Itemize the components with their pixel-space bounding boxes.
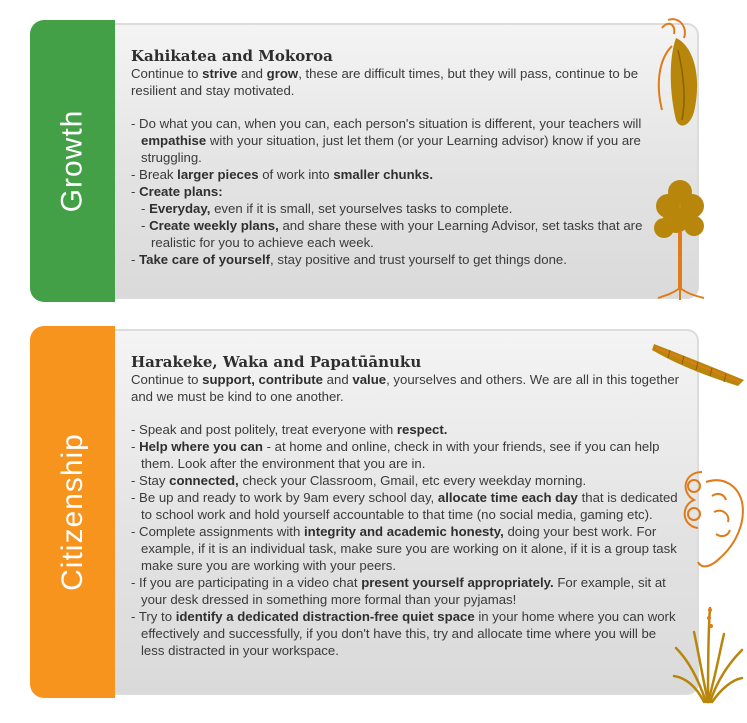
text-run: and share these with your Learning Advisor, set tasks that are realistic for you to achieve each week. [151,218,643,250]
harakeke-icon [672,604,744,704]
text-run: and [323,372,353,387]
growth-panel [115,23,699,299]
bold-text: respect. [396,422,448,437]
text-run: and [237,66,267,81]
citizenship-card [30,326,702,698]
bold-text: support, contribute [202,372,324,387]
list-item [131,608,683,659]
tree-icon [650,176,712,304]
text-run: - [131,252,140,267]
list-item [131,438,683,472]
text-run: - [131,184,140,199]
citizenship-content [131,353,683,659]
list-item [131,489,683,523]
text-run: - Try to [131,609,176,624]
text-run: check your Classroom, Gmail, etc every weekday morning. [238,473,587,488]
text-run: Continue to [131,372,203,387]
growth-content [131,47,683,268]
list-item [131,574,683,608]
list-item [131,523,683,574]
text-run: - If you are participating in a video chat [131,575,362,590]
moth-icon [648,16,704,136]
list-item [131,251,683,268]
bold-text: Create plans: [139,184,223,199]
list-item [131,472,683,489]
text-run: in your home where you can work effectively and successfully, if you don't have this, try and allocate time where you will be less distracted in your workspace. [141,609,676,658]
text-run: doing your best work. For example, if it is an individual task, make sure you are working on it alone, if it is a group task make sure you are working with your peers. [141,524,677,573]
bold-text: allocate time each day [437,490,578,505]
bold-text: value [352,372,387,387]
text-run: of work into [258,167,334,182]
growth-side-tab [30,20,115,302]
bold-text: present yourself appropriately. [361,575,554,590]
bold-text: smaller chunks. [333,167,433,182]
text-run: - Do what you can, when you can, each person's situation is different, your teachers will [131,116,642,131]
text-run: For example, sit at your desk dressed in something more formal than your pyjamas! [141,575,666,607]
citizenship-list [131,421,683,659]
list-item [131,200,683,217]
bold-text: strive [202,66,238,81]
text-run: Continue to [131,66,203,81]
bold-text: identify a dedicated distraction-free quiet space [175,609,475,624]
bold-text: grow [266,66,299,81]
list-item [131,217,683,251]
text-run: - [131,439,140,454]
papatuanuku-face-icon [672,462,747,578]
bold-text: integrity and academic honesty, [303,524,504,539]
list-item [131,183,683,200]
list-item [131,421,683,438]
growth-side-label: Growth [55,109,89,213]
text-run: - at home and online, check in with your friends, see if you can help them. Look after the environment that you are in. [141,439,660,471]
text-run: - Speak and post politely, treat everyone with [131,422,397,437]
text-run: , yourselves and others. We are all in this together and we must be kind to one another. [131,372,680,404]
bold-text: Everyday, [149,201,211,216]
bold-text: empathise [141,133,207,148]
text-run: - Stay [131,473,170,488]
text-run: , these are difficult times, but they will pass, continue to be resilient and stay motivated. [131,66,639,98]
bold-text: Help where you can [139,439,263,454]
citizenship-heading: Harakeke, Waka and Papatūānuku [131,353,422,371]
list-item [131,166,683,183]
text-run: that is dedicated to school work and hold yourself accountable to that time (no social media, gaming etc). [141,490,678,522]
bold-text: Create weekly plans, [149,218,279,233]
text-run: - Be up and ready to work by 9am every school day, [131,490,438,505]
growth-heading: Kahikatea and Mokoroa [131,47,333,65]
bold-text: larger pieces [177,167,259,182]
growth-intro [131,65,683,99]
waka-icon [650,334,746,390]
citizenship-side-tab [30,326,115,698]
citizenship-side-label: Citizenship [55,433,89,591]
text-run: - Complete assignments with [131,524,304,539]
text-run: , stay positive and trust yourself to get things done. [270,252,567,267]
citizenship-panel [115,329,699,695]
citizenship-intro [131,371,683,405]
text-run: - [141,201,150,216]
text-run: even if it is small, set yourselves tasks to complete. [210,201,513,216]
growth-card [30,20,702,302]
bold-text: Take care of yourself [139,252,271,267]
text-run: with your situation, just let them (or your Learning advisor) know if you are struggling. [141,133,641,165]
text-run: - [141,218,150,233]
bold-text: connected, [169,473,239,488]
growth-list [131,115,683,268]
text-run: - Break [131,167,178,182]
list-item [131,115,683,166]
